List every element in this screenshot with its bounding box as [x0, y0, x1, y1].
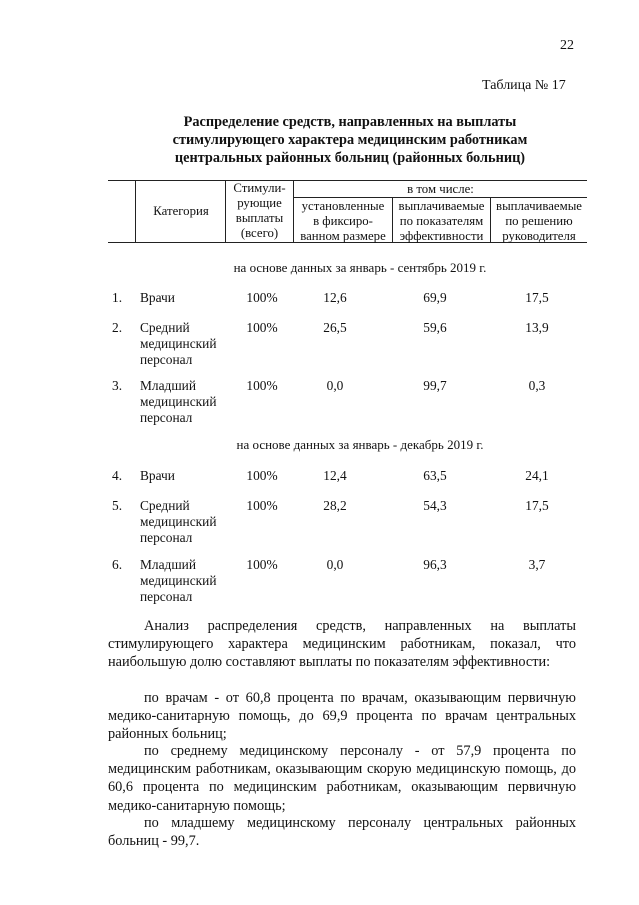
page-number: 22 — [560, 38, 574, 53]
row-fixed: 12,6 — [323, 290, 347, 305]
row-efficiency: 59,6 — [423, 320, 447, 335]
header-category: Категория — [153, 204, 209, 218]
row-efficiency: 63,5 — [423, 468, 447, 483]
row-number: 5. — [112, 498, 123, 513]
paragraph-junior-staff: по младшему медицинскому персоналу центральных районных больниц - 99,7. — [108, 815, 576, 850]
header-subdivider — [293, 197, 587, 198]
row-total: 100% — [246, 498, 278, 513]
row-efficiency: 99,7 — [423, 378, 447, 393]
section-title: на основе данных за январь - сентябрь 2019 г. — [233, 260, 487, 275]
row-category: Младший медицинский персонал — [140, 557, 217, 604]
row-number: 6. — [112, 557, 123, 572]
row-decision: 3,7 — [528, 557, 546, 572]
row-decision: 13,9 — [525, 320, 549, 335]
row-efficiency: 96,3 — [423, 557, 447, 572]
paragraph-doctors: по врачам - от 60,8 процента по врачам, оказывающим первичную медико-санитарную помощь, до 69,9 процента по врачам центральных районных больниц; — [108, 690, 576, 743]
row-fixed: 12,4 — [323, 468, 347, 483]
header-efficiency: выплачиваемые по показателям эффективности — [398, 199, 485, 243]
row-efficiency: 69,9 — [423, 290, 447, 305]
title-line: центральных районных больниц (районных больниц) — [174, 150, 526, 166]
analysis-paragraph: Анализ распределения средств, направленных на выплаты стимулирующего характера медицинским работникам, показал, что наибольшую долю составляют выплаты по показателям эффективности: — [108, 618, 576, 671]
row-number: 3. — [112, 378, 123, 393]
row-total: 100% — [246, 468, 278, 483]
header-total: Стимули- рующие выплаты (всего) — [233, 181, 286, 240]
row-category: Средний медицинский персонал — [140, 320, 217, 367]
row-category: Врачи — [140, 290, 175, 305]
header-decision: выплачиваемые по решению руководителя — [496, 199, 582, 243]
paragraph-mid-staff: по среднему медицинскому персоналу - от 57,9 процента по медицинским работникам, оказывающим скорую медицинскую помощь, до 60,6 процента по медицинским работникам, оказывающим первичную медико-санитарную помощь; — [108, 743, 576, 814]
title-line: Распределение средств, направленных на выплаты — [183, 114, 517, 130]
header-divider — [135, 180, 136, 243]
row-decision: 17,5 — [525, 290, 549, 305]
row-total: 100% — [246, 320, 278, 335]
row-number: 2. — [112, 320, 123, 335]
row-fixed: 0,0 — [326, 557, 344, 572]
header-of-which: в том числе: — [407, 182, 474, 196]
row-fixed: 0,0 — [326, 378, 344, 393]
row-decision: 24,1 — [525, 468, 549, 483]
row-fixed: 26,5 — [323, 320, 347, 335]
row-number: 4. — [112, 468, 123, 483]
row-category: Младший медицинский персонал — [140, 378, 217, 425]
row-fixed: 28,2 — [323, 498, 347, 513]
header-fixed: установленные в фиксиро- ванном размере — [300, 199, 386, 243]
row-total: 100% — [246, 557, 278, 572]
row-category: Врачи — [140, 468, 175, 483]
section-title: на основе данных за январь - декабрь 2019 г. — [236, 437, 484, 452]
row-total: 100% — [246, 378, 278, 393]
row-efficiency: 54,3 — [423, 498, 447, 513]
row-decision: 0,3 — [528, 378, 546, 393]
table-title — [60, 113, 639, 167]
table-label: Таблица № 17 — [482, 78, 566, 93]
row-number: 1. — [112, 290, 123, 305]
row-category: Средний медицинский персонал — [140, 498, 217, 545]
row-total: 100% — [246, 290, 278, 305]
row-decision: 17,5 — [525, 498, 549, 513]
header-top-border — [108, 180, 587, 181]
title-line: стимулирующего характера медицинским работникам — [172, 132, 528, 148]
